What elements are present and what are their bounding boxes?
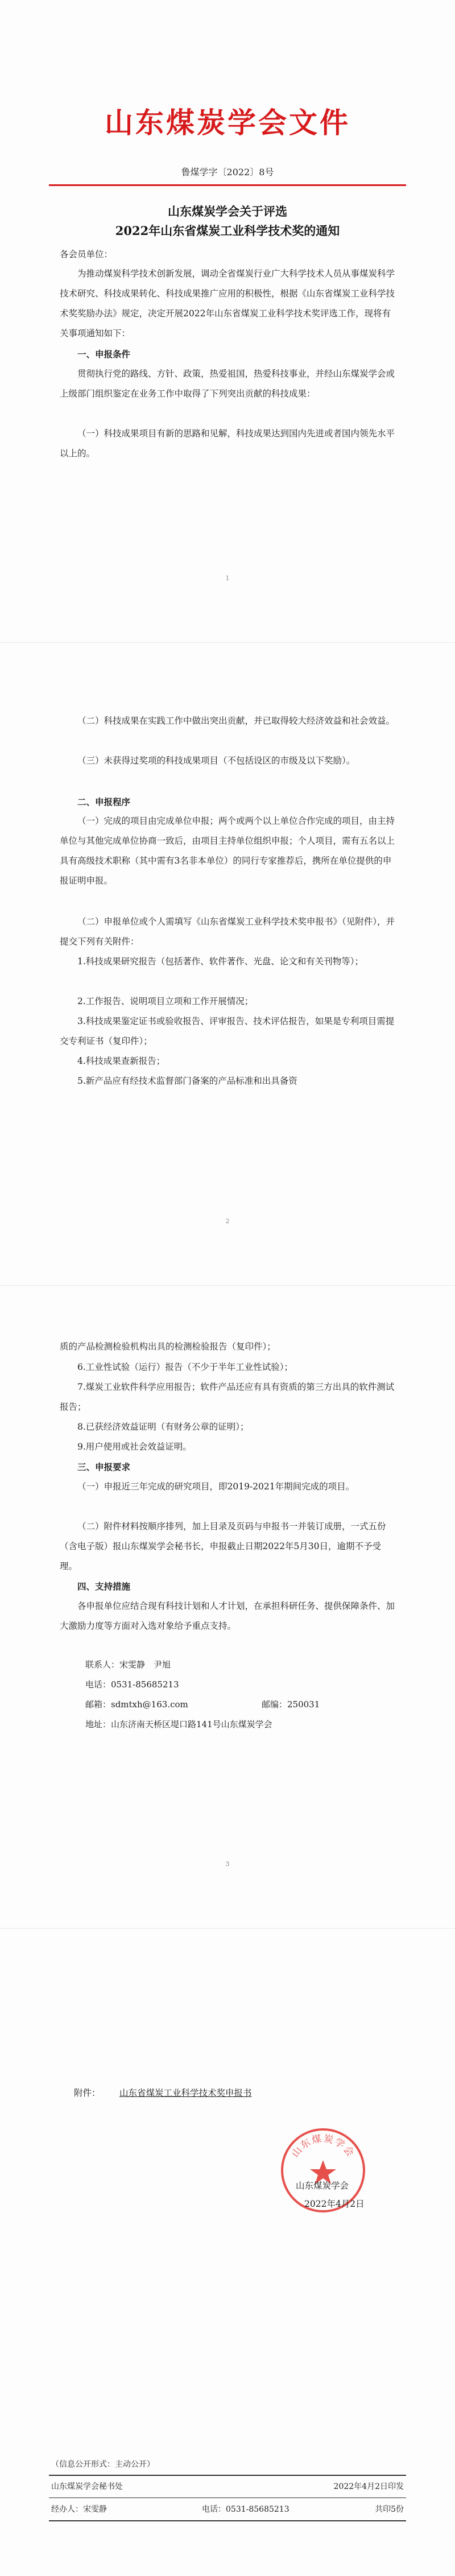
attachment-list-item-7: 7.煤炭工业软件科学应用报告；软件产品还应有具有资质的第三方出具的软件测试报告； [60, 1382, 395, 1412]
footer-rule-top [49, 2475, 406, 2476]
section-1-item-1: （一）科技成果项目有新的思路和见解，科技成果达到国内先进或者国内领先水平以上的。 [60, 428, 395, 459]
attachment-list-item-2: 2.工作报告、说明项目立项和工作开展情况； [77, 996, 254, 1006]
contact-address: 地址：山东济南天桥区堤口路141号山东煤炭学会 [85, 1719, 272, 1729]
notice-title-line-2: 2022年山东省煤炭工业科学技术奖的通知 [115, 224, 340, 238]
footer-rule-middle [49, 2497, 406, 2498]
intro-paragraph: 为推动煤炭科学技术创新发展，调动全省煤炭行业广大科学技术人员从事煤炭科学技术研究、科技成果转化、科技成果推广应用的积极性，根据《山东省煤炭工业科学技术奖奖励办法》规定，决定开展2022年山东省煤炭工业科学技术奖评选工作，现将有关事项通知如下： [60, 269, 395, 338]
section-1-heading: 一、申报条件 [77, 349, 131, 360]
attachment-link[interactable]: 山东省煤炭工业科学技术奖申报书 [119, 2088, 252, 2098]
svg-text:山东煤炭学会: 山东煤炭学会 [289, 2133, 357, 2160]
footer-issue-row [51, 2480, 404, 2492]
attachment-label: 附件： [74, 2088, 101, 2098]
section-3-paragraph-2: （二）附件材料按顺序排列，加上目录及页码与申报书一并装订成册，一式五份（含电子版）报山东煤炭学会秘书长，申报截止日期2022年5月30日，逾期不予受理。 [60, 1521, 386, 1571]
contact-phone: 电话：0531-85685213 [85, 1679, 179, 1690]
page-1 [0, 0, 455, 643]
document-header-title: 山东煤炭学会文件 [105, 106, 350, 139]
footer-rule-bottom [49, 2520, 406, 2521]
footer-copies: 共印5份 [375, 2505, 404, 2514]
footer-issue-date: 2022年4月2日印发 [333, 2482, 404, 2491]
contact-postcode: 邮编：250031 [262, 1699, 320, 1710]
page-4 [0, 1929, 455, 2576]
attachment-list-item-3: 3.科技成果鉴定证书或验收报告、评审报告、技术评估报告，如果是专利项目需提交专利证书（复印件）； [60, 1016, 395, 1046]
attachment-list-item-9: 9.用户使用或社会效益证明。 [77, 1442, 192, 1452]
section-2-heading: 二、申报程序 [77, 796, 131, 807]
footer-phone: 电话：0531-85685213 [202, 2505, 289, 2514]
section-3-paragraph-1: （一）申报近三年完成的研究项目，即2019-2021年期间完成的项目。 [77, 1481, 355, 1492]
section-4-heading: 四、支持措施 [77, 1581, 131, 1592]
attachment-list-item-6: 6.工业性试验（运行）报告（不少于半年工业性试验）； [77, 1362, 293, 1372]
notice-title-line-1: 山东煤炭学会关于评选 [168, 204, 287, 218]
contact-person: 联系人：宋雯静 尹旭 [85, 1659, 171, 1670]
section-3-heading: 三、申报要求 [77, 1462, 131, 1472]
attachment-list-item-8: 8.已获经济效益证明（有财务公章的证明）； [77, 1422, 249, 1432]
salutation: 各会员单位： [60, 249, 113, 259]
page-2 [0, 643, 455, 1286]
signature-date: 2022年4月2日 [304, 2199, 365, 2209]
section-4-paragraph-1: 各申报单位应结合现有科技计划和人才计划，在承担科研任务、提供保障条件、加大激励力度等方面对入选对象给予重点支持。 [60, 1601, 395, 1631]
section-2-paragraph-1: （一）完成的项目由完成单位申报；两个或两个以上单位合作完成的项目，由主持单位与其他完成单位协商一致后，由项目主持单位组织申报；个人项目，需有五名以上具有高级技术职称（其中需有3名非本单位）的同行专家推荐后，携所在单位提供的申报证明申报。 [60, 816, 395, 886]
contact-email: 邮箱：sdmtxh@163.com [85, 1699, 188, 1710]
page-number-2: 2 [225, 1217, 230, 1225]
page-number-3: 3 [225, 1860, 230, 1868]
red-divider [49, 184, 406, 186]
attachment-list-item-5a: 5.新产品应有经技术监督部门备案的产品标准和出具备资 [77, 1076, 297, 1086]
disclosure-note: （信息公开形式：主动公开） [51, 2460, 155, 2469]
section-1-item-2: （二）科技成果在实践工作中做出突出贡献，并已取得较大经济效益和社会效益。 [77, 716, 395, 726]
footer-handler: 经办人：宋雯静 [51, 2505, 107, 2514]
footer-handler-row [51, 2503, 404, 2515]
attachment-list-item-5b: 质的产品检测检验机构出具的检测检验报告（复印件）； [60, 1341, 276, 1352]
attachment-list-item-4: 4.科技成果查新报告； [77, 1056, 166, 1066]
section-2-paragraph-2: （二）申报单位或个人需填写《山东省煤炭工业科学技术奖申报书》（见附件），并提交下列有关附件： [60, 917, 395, 947]
footer-office: 山东煤炭学会秘书处 [51, 2482, 123, 2491]
attachment-list-item-1: 1.科技成果研究报告（包括著作、软件著作、光盘、论文和有关刊物等）； [77, 956, 364, 967]
section-1-item-3: （三）未获得过奖项的科技成果项目（不包括设区的市级及以下奖励）。 [77, 756, 355, 766]
section-1-text: 贯彻执行党的路线、方针、政策，热爱祖国，热爱科技事业，并经山东煤炭学会或上级部门组织鉴定在业务工作中取得了下列突出贡献的科技成果： [60, 369, 395, 399]
page-3 [0, 1286, 455, 1929]
page-number-1: 1 [225, 575, 230, 582]
document-number: 鲁煤学字〔2022〕8号 [181, 167, 274, 177]
signature-organization: 山东煤炭学会 [296, 2181, 349, 2191]
